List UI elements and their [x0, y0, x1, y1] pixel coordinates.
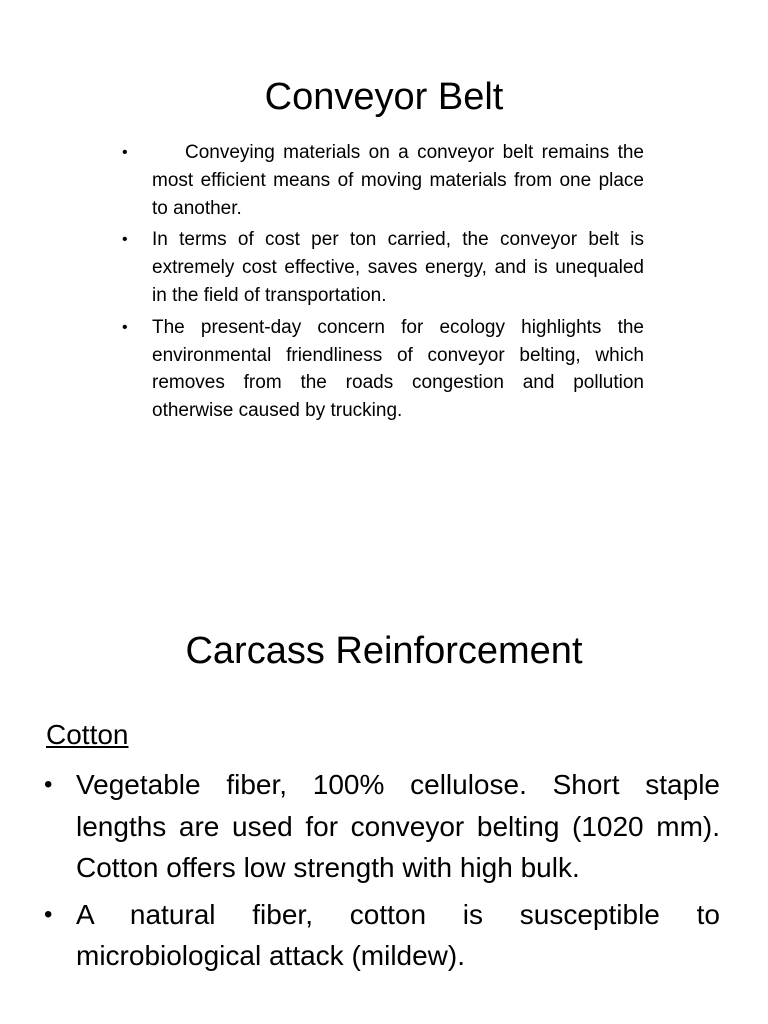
bullet-dot-icon: •: [122, 144, 128, 161]
slide-carcass-reinforcement: [0, 512, 768, 1024]
slide-title: Conveyor Belt: [264, 76, 504, 118]
section-subheading: Cotton: [46, 719, 129, 750]
bullet-text: A natural fiber, cotton is susceptible to microbiological attack (mildew).: [76, 898, 720, 971]
bullet-text: Conveying materials on a conveyor belt remains the most efficient means of moving materials from one place to another.: [152, 142, 644, 219]
bullet-dot-icon: •: [44, 900, 53, 928]
bullet-list: [122, 139, 644, 429]
bullet-dot-icon: •: [122, 318, 128, 336]
bullet-dot-icon: •: [122, 231, 128, 249]
bullet-text: Vegetable fiber, 100% cellulose. Short staple lengths are used for conveyor belting (1020 mm). Cotton offers low strength with high bulk.: [76, 769, 720, 883]
bullet-item: [122, 226, 644, 309]
bullet-item: [122, 139, 644, 222]
bullet-item: [44, 894, 720, 977]
bullet-list: [44, 764, 720, 982]
bullet-text: The present-day concern for ecology highlights the environmental friendliness of conveyor belting, which removes from the roads congestion and pollution otherwise caused by trucking.: [152, 316, 644, 422]
bullet-dot-icon: •: [44, 771, 53, 798]
bullet-text: In terms of cost per ton carried, the conveyor belt is extremely cost effective, saves energy, and is unequaled in the field of transportation.: [152, 229, 644, 306]
bullet-item: [122, 314, 644, 425]
bullet-item: [44, 764, 720, 889]
slide-title: Carcass Reinforcement: [185, 630, 583, 672]
